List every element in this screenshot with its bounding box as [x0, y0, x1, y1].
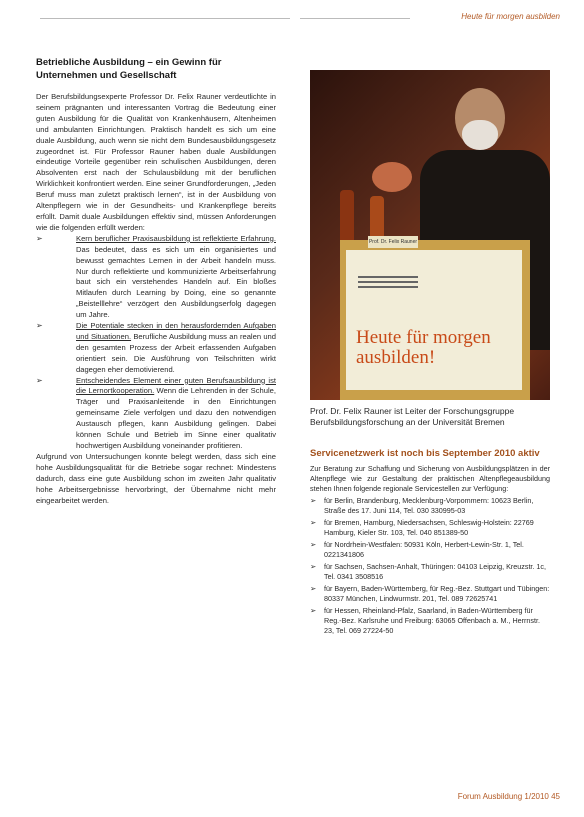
podium-sign	[346, 250, 522, 390]
bullet-text: Wenn die Lehrenden in der Schule, Träger und Praxisanleitende in den Einrichtungen gemeinsame Ziele verfolgen und dazu den notwendigen Austausch pflegen, kann Ausbildung gelingen. Dabei können Schule und Betrieb im Sinne einer qualitativ hochwertigen Ausbildung voneinander profitieren.	[76, 386, 276, 450]
list-item	[36, 321, 276, 376]
section-intro: Zur Beratung zur Schaffung und Sicherung von Ausbildungsplätzen in der Altenpflege wie zur Gestaltung der praktischen Altenpflegeausbildung stehen Ihnen folgende regionale Servicestellen zur Verfügung:	[310, 464, 550, 493]
page-footer: Forum Ausbildung 1/2010 45	[457, 792, 560, 801]
arrow-bullet-icon: ➢	[310, 584, 317, 593]
arrow-bullet-icon: ➢	[310, 496, 317, 505]
bullet-lead: Die Potentiale stecken in den herausfordernden Aufgaben und Situationen.	[76, 321, 276, 341]
list-item: ➢ für Sachsen, Sachsen-Anhalt, Thüringen: 04103 Leipzig, Kreuzstr. 1c, Tel. 0341 3508516	[310, 562, 547, 581]
bullet-text: Das bedeutet, dass es sich um ein organisiertes und bewusst gemachtes Lernen in der Arbeit handeln muss. Nur durch reflektierte und kommunizierte Arbeitserfahrung baut sich ein verstehendes Handeln auf. Ein bloßes Mitlaufen durch Learning by Doing, eine so genannte „Beistelllehre“ verzögert den Ausbildungserfolg dagegen um Jahre.	[76, 244, 276, 320]
photo-caption: Prof. Dr. Felix Rauner ist Leiter der Forschungsgruppe Berufsbildungsforschung an der Universität Bremen	[310, 406, 515, 427]
arrow-bullet-icon: ➢	[36, 233, 43, 243]
bullet-lead: Entscheidendes Element einer guten Berufsausbildung ist die Lernortkooperation.	[76, 375, 276, 396]
right-column	[310, 70, 550, 638]
article-heading: Betriebliche Ausbildung – ein Gewinn für Unternehmen und Gesellschaft	[36, 57, 222, 81]
podium-slogan: Heute für morgen ausbilden!	[356, 327, 491, 368]
speaker-hand	[372, 162, 412, 192]
speaker-photo	[310, 70, 550, 400]
list-item	[36, 234, 276, 321]
arrow-bullet-icon: ➢	[310, 540, 317, 549]
requirements-list	[36, 234, 276, 452]
bottle	[340, 190, 354, 240]
bullet-text: Berufliche Ausbildung muss an realen und den gesamten Prozess der Arbeit erfassenden Aufgaben orientiert sein. Die Ausführung von Teilschritten wirkt dagegen eher demotivierend.	[76, 331, 277, 374]
list-item: ➢ für Hessen, Rheinland-Pfalz, Saarland, in Baden-Württemberg für Reg.-Bez. Karlsruhe und Freiburg: 63065 Offenbach a. M., Herrnstr. 23, Tel. 069 27224-50	[310, 606, 540, 635]
list-item: ➢ für Bremen, Hamburg, Niedersachsen, Schleswig-Holstein: 22769 Hamburg, Kieler Str. 103, Tel. 040 851389-50	[310, 518, 534, 537]
body-paragraph: Aufgrund von Untersuchungen konnte belegt werden, dass sich eine hohe Ausbildungsqualität für die Betriebe sogar rechnet: Mindestens dadurch, dass eine gute Ausbildung schon im zweiten Jahr qualitativ hohe Arbeitsergebnisse hervorbringt, der Übernahme nicht mehr eingearbeitet werden.	[36, 451, 276, 505]
header-rule	[300, 18, 410, 19]
arrow-bullet-icon: ➢	[36, 321, 43, 331]
name-card: Prof. Dr. Felix Rauner	[368, 236, 418, 248]
body-paragraph: Der Berufsbildungsexperte Professor Dr. Felix Rauner verdeutlichte in seinem prägnanten und interessanten Vortrag die Bedeutung einer guten Ausbildung für die Qualität von Krankenhäusern, Altenheimen und ambulanten Einrichtungen. Praktisch handelt es sich um eine duale Ausbildung, auch wenn sie nicht dem Bundesausbildungsgesetz zugeordnet ist. Für Professor Rauner haben duale Ausbildungen eindeutige Vorteile gegenüber rein schulischen Ausbildungen, deren Absolventen erst nach der Schulausbildung mit der beruflichen Wirklichkeit konfrontiert werden. Eine seiner Grundforderungen, „Jeden Beruf muss man zuletzt praktisch lernen“, ist in der Ausbildung von Altenpflegern wie in der Gesundheits- und Krankenpflege bereits erfüllt. Damit duale Ausbildungen effektiv sind, müssen Anforderungen wie die folgenden erfüllt werden:	[36, 92, 276, 232]
service-list	[310, 496, 550, 636]
arrow-bullet-icon: ➢	[36, 375, 43, 385]
arrow-bullet-icon: ➢	[310, 606, 317, 615]
list-item: ➢ für Berlin, Brandenburg, Mecklenburg-Vorpommern: 10623 Berlin, Straße des 17. Juni 114, Tel. 030 330995-03	[310, 496, 534, 515]
bottle	[370, 196, 384, 240]
list-item: ➢ für Bayern, Baden-Württemberg, für Reg.-Bez. Stuttgart und Tübingen: 80337 München, Lindwurmstr. 201, Tel. 089 72625741	[310, 584, 550, 603]
ministry-logo	[358, 276, 418, 300]
arrow-bullet-icon: ➢	[310, 562, 317, 571]
running-title: Heute für morgen ausbilden	[461, 12, 560, 21]
left-column	[36, 56, 276, 506]
header-rule	[40, 18, 290, 19]
list-item: ➢ für Nordrhein-Westfalen: 50931 Köln, Herbert-Lewin-Str. 1, Tel. 0221341806	[310, 540, 524, 559]
bullet-lead: Kern beruflicher Praxisausbildung ist reflektierte Erfahrung.	[76, 233, 276, 243]
arrow-bullet-icon: ➢	[310, 518, 317, 527]
section-heading: Servicenetzwerk ist noch bis September 2010 aktiv	[310, 448, 540, 459]
list-item	[36, 376, 276, 452]
